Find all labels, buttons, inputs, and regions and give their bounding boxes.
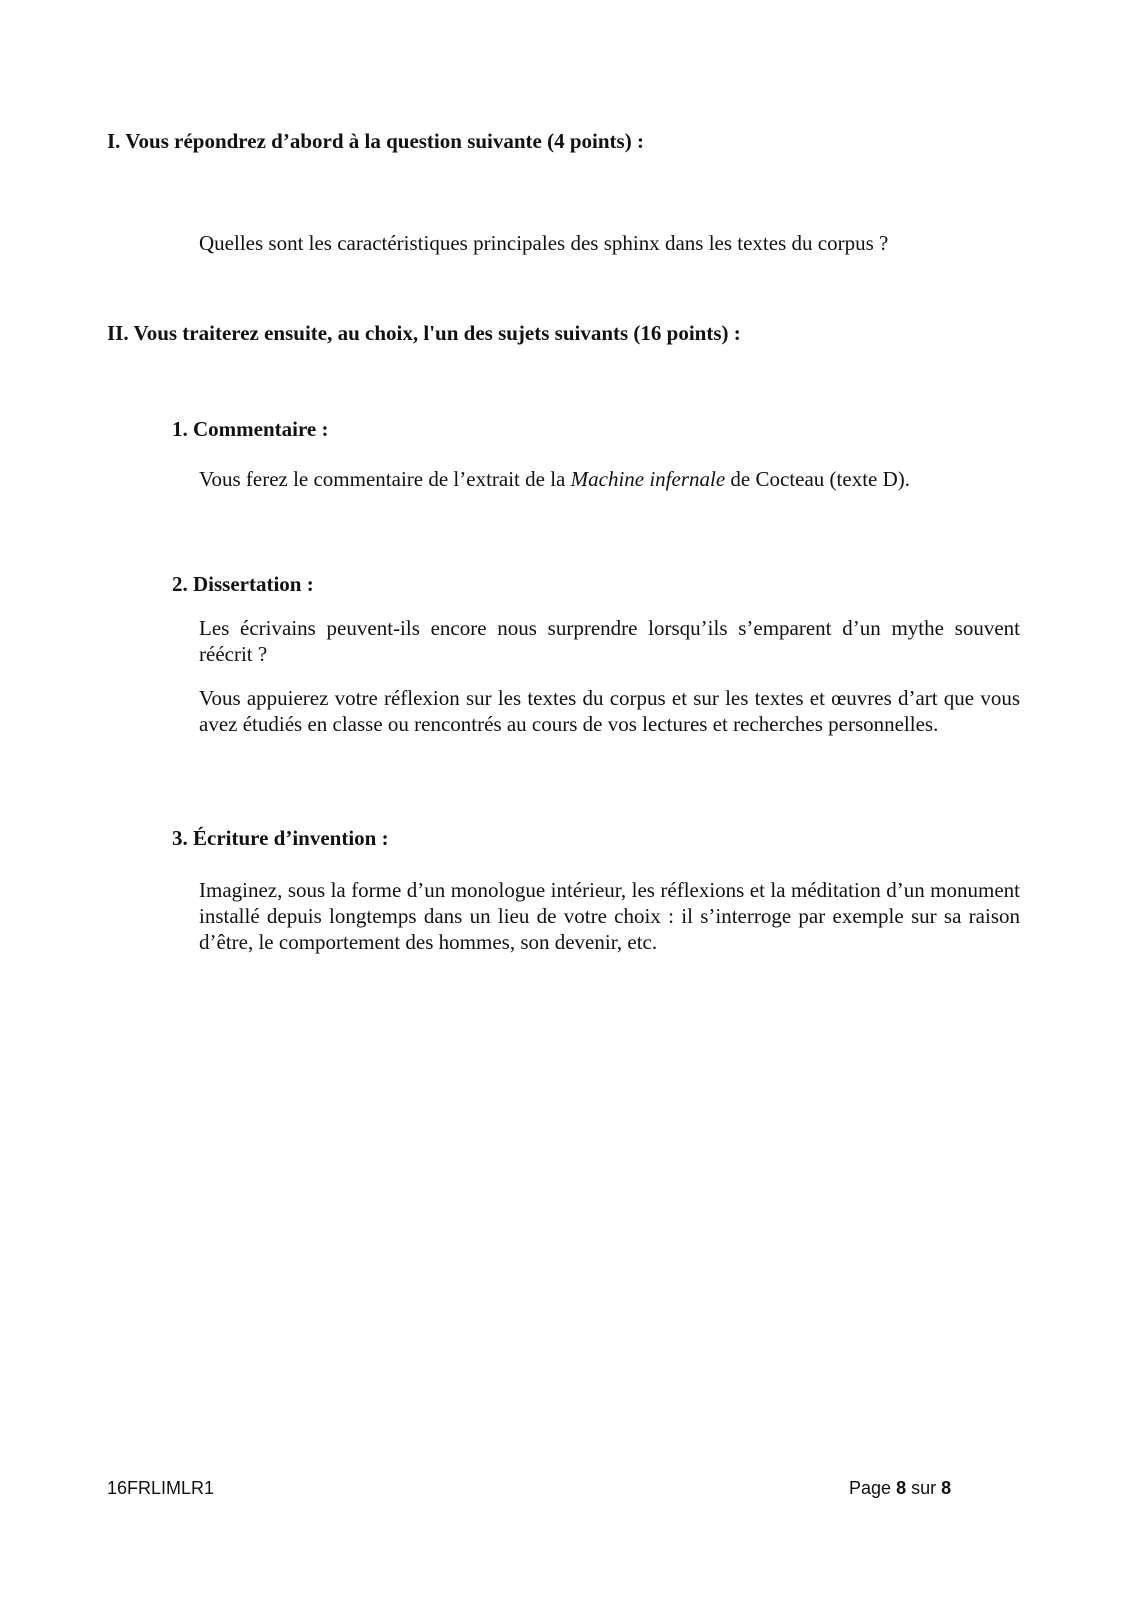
- dissertation-question: Les écrivains peuvent-ils encore nous surprendre lorsqu’ils s’emparent d’un mythe souvent réécrit ?: [199, 616, 1020, 666]
- footer-page-sep: sur: [911, 1478, 937, 1498]
- commentaire-text-before: Vous ferez le commentaire de l’extrait de la: [199, 467, 571, 491]
- invention-heading: 3. Écriture d’invention :: [172, 826, 389, 850]
- commentaire-text-after: de Cocteau (texte D).: [725, 467, 911, 491]
- dissertation-instructions: Vous appuierez votre réflexion sur les textes du corpus et sur les textes et œuvres d’art que vous avez étudiés en classe ou rencontrés au cours de vos lectures et recherches personnelles.: [199, 686, 1020, 736]
- footer-exam-code: 16FRLIMLR1: [107, 1478, 215, 1498]
- part2-heading: II. Vous traiterez ensuite, au choix, l'un des sujets suivants (16 points) :: [107, 321, 741, 345]
- part1-heading: I. Vous répondrez d’abord à la question suivante (4 points) :: [107, 129, 644, 153]
- commentaire-work-title: Machine infernale: [570, 467, 726, 491]
- commentaire-instruction: [199, 467, 910, 492]
- footer-page-current: 8: [896, 1478, 907, 1498]
- footer-page-total: 8: [941, 1478, 952, 1498]
- part1-question: Quelles sont les caractéristiques principales des sphinx dans les textes du corpus ?: [199, 231, 889, 255]
- footer-page-number: [849, 1478, 951, 1499]
- commentaire-heading: 1. Commentaire :: [172, 417, 329, 441]
- invention-instructions: Imaginez, sous la forme d’un monologue intérieur, les réflexions et la méditation d’un monument installé depuis longtemps dans un lieu de votre choix : il s’interroge par exemple sur sa raison d’être, le comportement des hommes, son devenir, etc.: [199, 878, 1020, 954]
- dissertation-heading: 2. Dissertation :: [172, 572, 314, 596]
- footer-page-label: Page: [849, 1478, 892, 1498]
